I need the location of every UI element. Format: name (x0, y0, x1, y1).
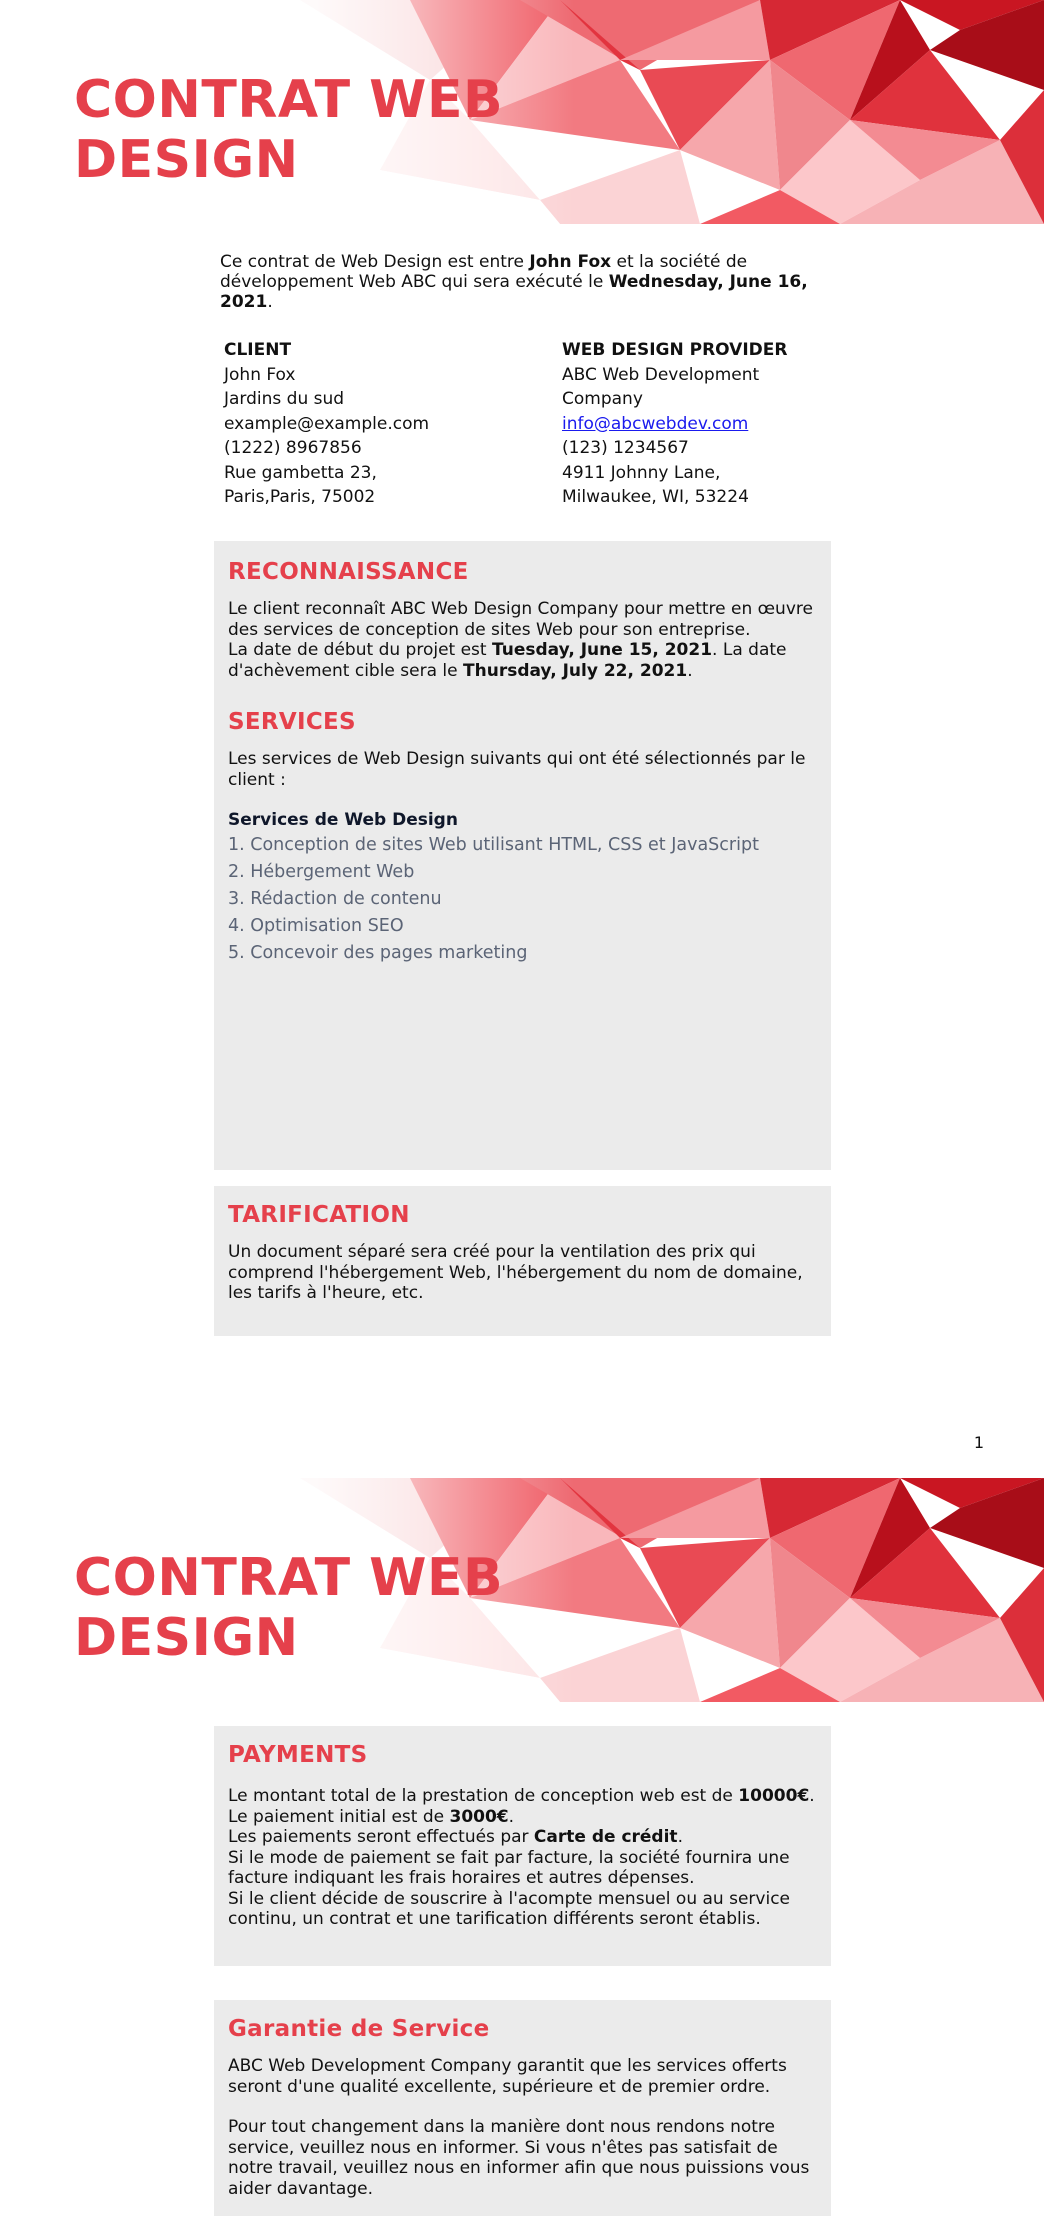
provider-address-line-2: Milwaukee, WI, 53224 (562, 487, 749, 507)
document-title-line-2: DESIGN (74, 130, 299, 190)
project-dates-text (228, 640, 817, 681)
document-title (74, 1548, 503, 1668)
intro-text: . (267, 292, 273, 312)
reconnaissance-heading: RECONNAISSANCE (228, 559, 469, 585)
list-item: 1. Conception de sites Web utilisant HTML, CSS et JavaScript (228, 835, 759, 855)
dates-text: La date de début du projet est (228, 640, 492, 660)
payment-method-text (228, 1827, 817, 1848)
payment-text: . (809, 1786, 815, 1806)
payments-heading: PAYMENTS (228, 1742, 368, 1768)
dates-text: . La date d'achèvement cible sera le (228, 640, 787, 681)
document-title (74, 70, 503, 190)
end-date: Thursday, July 22, 2021 (463, 660, 688, 681)
list-item: 4. Optimisation SEO (228, 916, 404, 936)
payment-text: Le montant total de la prestation de conception web est de (228, 1786, 739, 1806)
payment-subscription-text: Si le client décide de souscrire à l'acompte mensuel ou au service continu, un contrat et une tarification différents seront établis. (228, 1888, 790, 1929)
service-guarantee-section (214, 2000, 831, 2216)
services-subheading: Services de Web Design (228, 810, 458, 830)
payment-method: Carte de crédit (533, 1827, 678, 1847)
list-item: 2. Hébergement Web (228, 862, 415, 882)
start-date: Tuesday, June 15, 2021 (491, 640, 713, 660)
provider-email-link[interactable]: info@abcwebdev.com (562, 413, 749, 434)
payment-total-text (228, 1786, 817, 1807)
services-heading: SERVICES (228, 709, 356, 735)
payment-text: . (677, 1827, 683, 1847)
client-email: example@example.com (224, 413, 430, 434)
list-item: 5. Concevoir des pages marketing (228, 943, 528, 963)
list-item: 3. Rédaction de contenu (228, 889, 442, 909)
services-list (228, 832, 817, 967)
services-intro: Les services de Web Design suivants qui ont été sélectionnés par le client : (228, 749, 806, 790)
tarification-text: Un document séparé sera créé pour la ventilation des prix qui comprend l'hébergement Web, l'hébergement du nom de domaine, les tarifs à l'heure, etc. (228, 1242, 803, 1303)
client-address-line-1: Rue gambetta 23, (224, 462, 377, 483)
provider-name-line-2: Company (562, 389, 643, 409)
payment-initial-text (228, 1807, 817, 1828)
intro-date: Wednesday, June 16, 2021 (220, 272, 808, 312)
payment-initial-amount: 3000€ (449, 1806, 509, 1827)
tarification-section (214, 1186, 831, 1336)
payment-total-amount: 10000€ (738, 1786, 810, 1806)
payments-section (214, 1726, 831, 1966)
client-company: Jardins du sud (224, 389, 345, 409)
guarantee-text-1: ABC Web Development Company garantit que les services offerts seront d'une qualité excellente, supérieure et de premier ordre. (228, 2056, 787, 2097)
page-number: 1 (973, 1433, 984, 1452)
intro-text: et la société de développement Web ABC qui sera exécuté le (220, 252, 748, 292)
provider-phone: (123) 1234567 (562, 438, 689, 458)
reconnaissance-text: Le client reconnaît ABC Web Design Company pour mettre en œuvre des services de conception de sites Web pour son entreprise. (228, 599, 813, 640)
client-phone: (1222) 8967856 (224, 438, 362, 458)
client-name: John Fox (224, 364, 296, 385)
guarantee-heading: Garantie de Service (228, 2016, 490, 2042)
payment-text: Le paiement initial est de (228, 1806, 450, 1827)
provider-heading: WEB DESIGN PROVIDER (562, 340, 788, 360)
contract-page-2 (0, 1478, 1044, 2216)
document-title-line-1: CONTRAT WEB (74, 70, 504, 130)
provider-address-line-1: 4911 Johnny Lane, (562, 462, 721, 483)
payment-text: Les paiements seront effectués par (228, 1827, 534, 1847)
client-address-line-2: Paris,Paris, 75002 (224, 487, 376, 507)
guarantee-text-2: Pour tout changement dans la manière dont nous rendons notre service, veuillez nous en informer. Si vous n'êtes pas satisfait de notre travail, veuillez nous en informer afin que nous puissions vous aider davantage. (228, 2117, 810, 2199)
document-title-line-1: CONTRAT WEB (74, 1548, 504, 1608)
payment-text: . (508, 1806, 515, 1827)
provider-details (562, 338, 792, 510)
dates-text: . (687, 660, 693, 681)
reconnaissance-services-section (214, 541, 831, 1170)
client-heading: CLIENT (224, 340, 292, 360)
intro-paragraph (220, 252, 830, 312)
intro-text: Ce contrat de Web Design est entre (220, 252, 530, 272)
tarification-heading: TARIFICATION (228, 1202, 410, 1228)
payment-invoice-text: Si le mode de paiement se fait par facture, la société fournira une facture indiquant les frais horaires et autres dépenses. (228, 1847, 790, 1888)
provider-name-line-1: ABC Web Development (562, 364, 760, 385)
document-title-line-2: DESIGN (74, 1608, 299, 1668)
intro-client-name: John Fox (529, 252, 612, 272)
client-details (224, 338, 454, 510)
